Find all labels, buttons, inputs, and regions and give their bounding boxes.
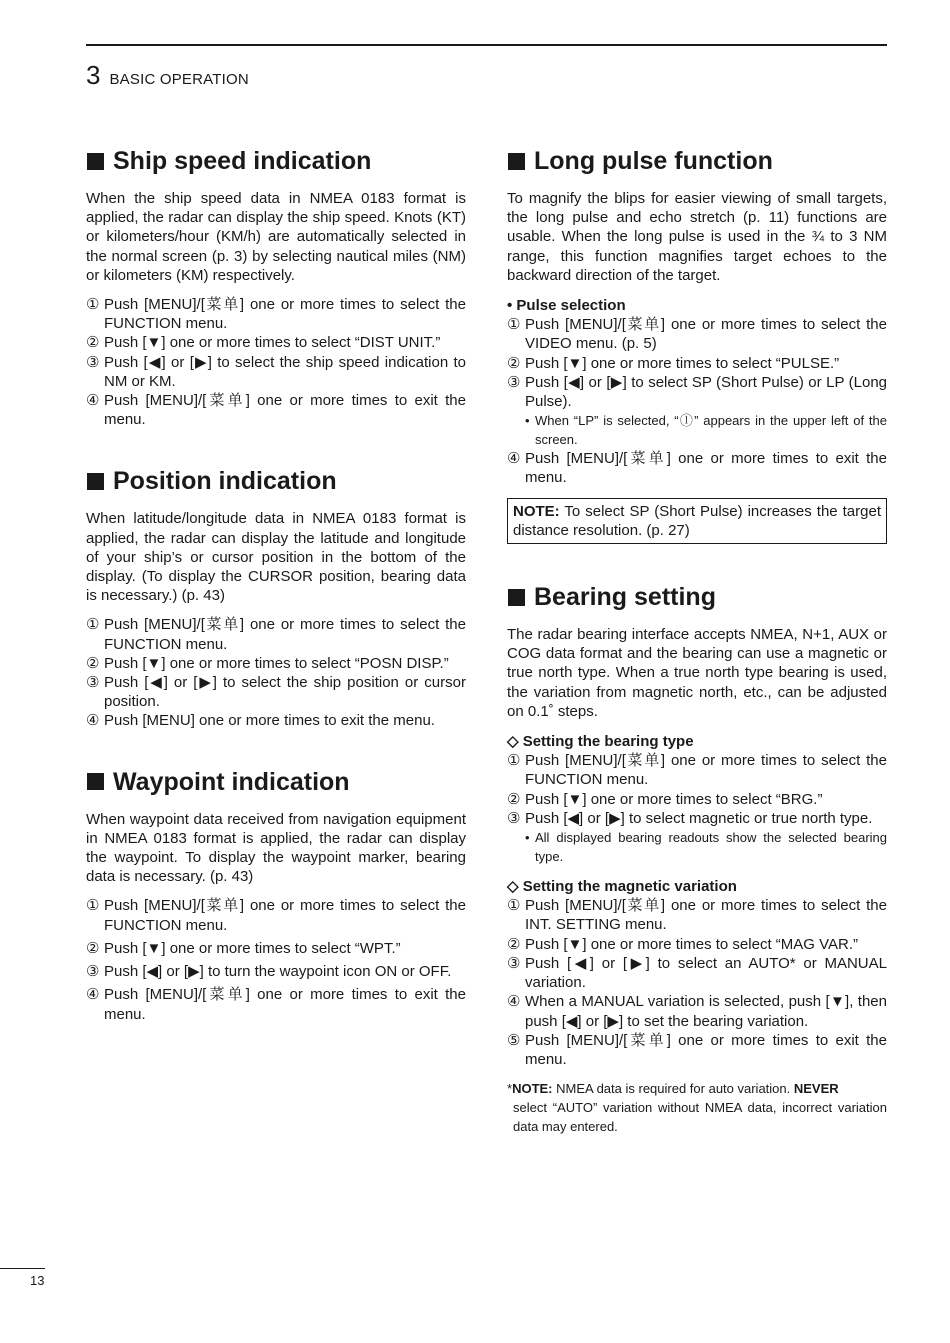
step-item: ② Push [▼] one or more times to select “DIST UNIT.” xyxy=(86,334,441,352)
section-body: When waypoint data received from navigation equipment in NMEA 0183 format is applied, the radar can display the waypoint. To display the waypoint marker, bearing data is necessary. (p. 43) xyxy=(86,810,466,886)
step-item: ④ When a MANUAL variation is selected, push [▼], then push [◀] or [▶] to set the bearing variation. xyxy=(507,993,887,1030)
step-item: ① Push [MENU]/[菜单] one or more times to select the VIDEO menu. (p. 5) xyxy=(507,316,887,353)
section-position xyxy=(86,465,466,730)
note-box: NOTE: To select SP (Short Pulse) increases the target distance resolution. (p. 27) xyxy=(507,498,887,544)
section-heading: Bearing setting xyxy=(507,581,887,613)
step-list xyxy=(86,896,466,1023)
sub-bullet: • When “LP” is selected, “ⓛ” appears in the upper left of the screen. xyxy=(525,413,887,448)
step-item: ④ Push [MENU]/[菜单] one or more times to exit the menu. xyxy=(507,450,887,487)
step-item: ③ Push [◀] or [▶] to select the ship speed indication to NM or KM. xyxy=(86,353,466,390)
section-heading: Position indication xyxy=(86,465,466,497)
step-item: ② Push [▼] one or more times to select “PULSE.” xyxy=(507,354,840,372)
right-column xyxy=(507,145,887,1136)
section-heading: Waypoint indication xyxy=(86,766,466,798)
step-list xyxy=(86,615,466,730)
step-item: ② Push [▼] one or more times to select “BRG.” xyxy=(507,790,823,808)
square-bullet-icon xyxy=(508,589,525,606)
step-item: ① Push [MENU]/[菜单] one or more times to select the FUNCTION menu. xyxy=(86,296,466,333)
step-list xyxy=(86,295,466,429)
chapter-number: 3 xyxy=(86,60,101,90)
auto-variation-note: *NOTE: NMEA data is required for auto variation. NEVER select “AUTO” variation without NMEA data, incorrect variation data may entered. xyxy=(507,1081,887,1135)
section-waypoint xyxy=(86,766,466,1024)
step-list xyxy=(507,315,887,487)
page-number: 13 xyxy=(30,1273,45,1288)
step-item: ④ Push [MENU] one or more times to exit the menu. xyxy=(86,712,435,730)
step-item: ③ Push [◀] or [▶] to select an AUTO* or MANUAL variation. xyxy=(507,954,887,992)
section-body: When the ship speed data in NMEA 0183 format is applied, the radar can display the ship speed. Knots (KT) or kilometers/hour (KM/h) are automatically selected in the normal screen (p. 3) by selecting nautical miles (NM) or kilometers (KM) respectively. xyxy=(86,190,466,284)
bearing-type-subhead: ◇ Setting the bearing type xyxy=(507,733,694,751)
section-body: The radar bearing interface accepts NMEA, N+1, AUX or COG data format and the bearing can use a magnetic or true north type. When a true north type bearing is used, the variation from magnetic north, etc., can be adjusted on 0.1˚ steps. xyxy=(507,626,887,720)
step-list xyxy=(507,751,887,866)
step-item: ① Push [MENU]/[菜单] one or more times to select the FUNCTION menu. xyxy=(507,752,887,789)
step-item: ② Push [▼] one or more times to select “MAG VAR.” xyxy=(507,935,859,953)
step-item: ③ Push [◀] or [▶] to select the ship position or cursor position. xyxy=(86,674,466,711)
step-item: ⑤ Push [MENU]/[菜单] one or more times to exit the menu. xyxy=(507,1031,887,1068)
header-rule xyxy=(86,44,887,46)
magnetic-variation-subhead: ◇ Setting the magnetic variation xyxy=(507,878,737,896)
section-bearing xyxy=(507,581,887,1136)
step-item: ② Push [▼] one or more times to select “WPT.” xyxy=(86,939,401,957)
square-bullet-icon xyxy=(508,153,525,170)
square-bullet-icon xyxy=(87,153,104,170)
section-heading: Ship speed indication xyxy=(86,145,466,177)
chapter-header xyxy=(86,60,249,91)
section-ship-speed xyxy=(86,145,466,429)
step-item: ③ Push [◀] or [▶] to select magnetic or true north type. xyxy=(507,809,873,827)
pulse-selection-subhead: • Pulse selection xyxy=(507,297,626,315)
square-bullet-icon xyxy=(87,773,104,790)
step-item: ③ Push [◀] or [▶] to select SP (Short Pulse) or LP (Long Pulse). xyxy=(507,373,887,411)
step-item: ① Push [MENU]/[菜单] one or more times to select the FUNCTION menu. xyxy=(86,897,466,934)
step-item: ④ Push [MENU]/[菜单] one or more times to exit the menu. xyxy=(86,392,466,429)
step-item: ① Push [MENU]/[菜单] one or more times to select the FUNCTION menu. xyxy=(86,616,466,653)
step-item: ④ Push [MENU]/[菜单] one or more times to exit the menu. xyxy=(86,986,466,1023)
step-item: ③ Push [◀] or [▶] to turn the waypoint icon ON or OFF. xyxy=(86,963,452,981)
chapter-title: BASIC OPERATION xyxy=(109,71,249,88)
page-number-rule xyxy=(0,1268,45,1269)
left-column xyxy=(86,145,466,1028)
sub-bullet: • All displayed bearing readouts show the selected bearing type. xyxy=(525,830,887,865)
section-heading: Long pulse function xyxy=(507,145,887,177)
square-bullet-icon xyxy=(87,473,104,490)
section-body: To magnify the blips for easier viewing of small targets, the long pulse and echo stretch (p. 11) functions are usable. When the long pulse is used in the ¾ to 3 NM range, this function magnifies target echoes to the backward direction of the target. xyxy=(507,190,887,284)
step-list xyxy=(507,896,887,1069)
step-item: ② Push [▼] one or more times to select “POSN DISP.” xyxy=(86,654,449,672)
section-long-pulse xyxy=(507,145,887,544)
step-item: ① Push [MENU]/[菜单] one or more times to select the INT. SETTING menu. xyxy=(507,897,887,934)
section-body: When latitude/longitude data in NMEA 0183 format is applied, the radar can display the latitude and longitude of your ship’s or cursor position in the bottom of the display. (To display the CURSOR position, bearing data is necessary.) (p. 43) xyxy=(86,510,466,605)
